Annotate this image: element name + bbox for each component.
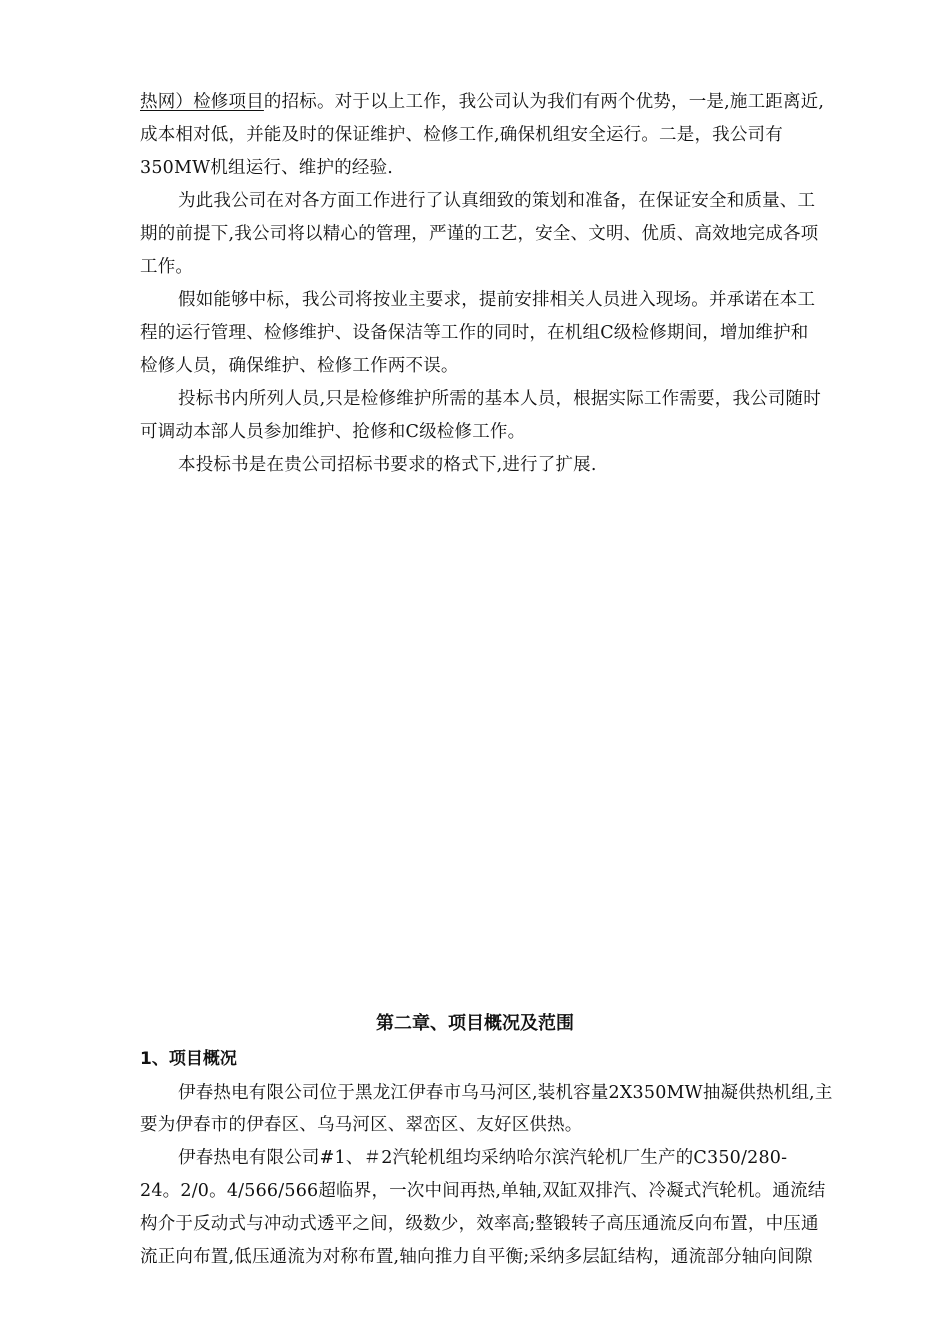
- text-span: 的招标。对于以上工作，我公司认为我们有两个优势，一是,施工距离近,: [263, 92, 825, 112]
- paragraph-first-line: 本投标书是在贵公司招标书要求的格式下,进行了扩展.: [178, 455, 597, 475]
- text-line: 要为伊春市的伊春区、乌马河区、翠峦区、友好区供热。: [140, 1115, 583, 1135]
- text-line: 期的前提下,我公司将以精心的管理，严谨的工艺，安全、文明、优质、高效地完成各项: [140, 224, 819, 244]
- paragraph-first-line: 假如能够中标，我公司将按业主要求，提前安排相关人员进入现场。并承诺在本工: [178, 290, 816, 310]
- section-heading: 1、项目概况: [140, 1049, 237, 1069]
- underlined-text: 热网）检修项目: [140, 92, 264, 112]
- paragraph-first-line: 投标书内所列人员,只是检修维护所需的基本人员，根据实际工作需要，我公司随时: [178, 389, 821, 409]
- text-line: 350MW机组运行、维护的经验.: [140, 158, 394, 178]
- text-line: 可调动本部人员参加维护、抢修和C级检修工作。: [140, 422, 526, 442]
- text-line: 流正向布置,低压通流为对称布置,轴向推力自平衡;采纳多层缸结构，通流部分轴向间隙: [140, 1247, 813, 1267]
- text-line: 程的运行管理、检修维护、设备保洁等工作的同时，在机组C级检修期间，增加维护和: [140, 323, 809, 343]
- text-line: [140, 90, 824, 114]
- text-line: 工作。: [140, 257, 194, 277]
- text-line: 检修人员，确保维护、检修工作两不误。: [140, 356, 459, 376]
- text-line: 24。2/0。4/566/566超临界，一次中间再热,单轴,双缸双排汽、冷凝式汽轮机。通流结: [140, 1181, 826, 1201]
- chapter-title: 第二章、项目概况及范围: [376, 1013, 574, 1034]
- text-line: 成本相对低，并能及时的保证维护、检修工作,确保机组安全运行。二是，我公司有: [140, 125, 783, 145]
- paragraph-first-line: 为此我公司在对各方面工作进行了认真细致的策划和准备，在保证安全和质量、工: [178, 191, 816, 211]
- text-line: 构介于反动式与冲动式透平之间，级数少，效率高;整锻转子高压通流反向布置，中压通: [140, 1214, 819, 1234]
- paragraph-first-line: 伊春热电有限公司位于黑龙江伊春市乌马河区,装机容量2X350MW抽凝供热机组,主: [178, 1083, 833, 1103]
- paragraph-first-line: 伊春热电有限公司#1、＃2汽轮机组均采纳哈尔滨汽轮机厂生产的C350/280-: [178, 1148, 788, 1168]
